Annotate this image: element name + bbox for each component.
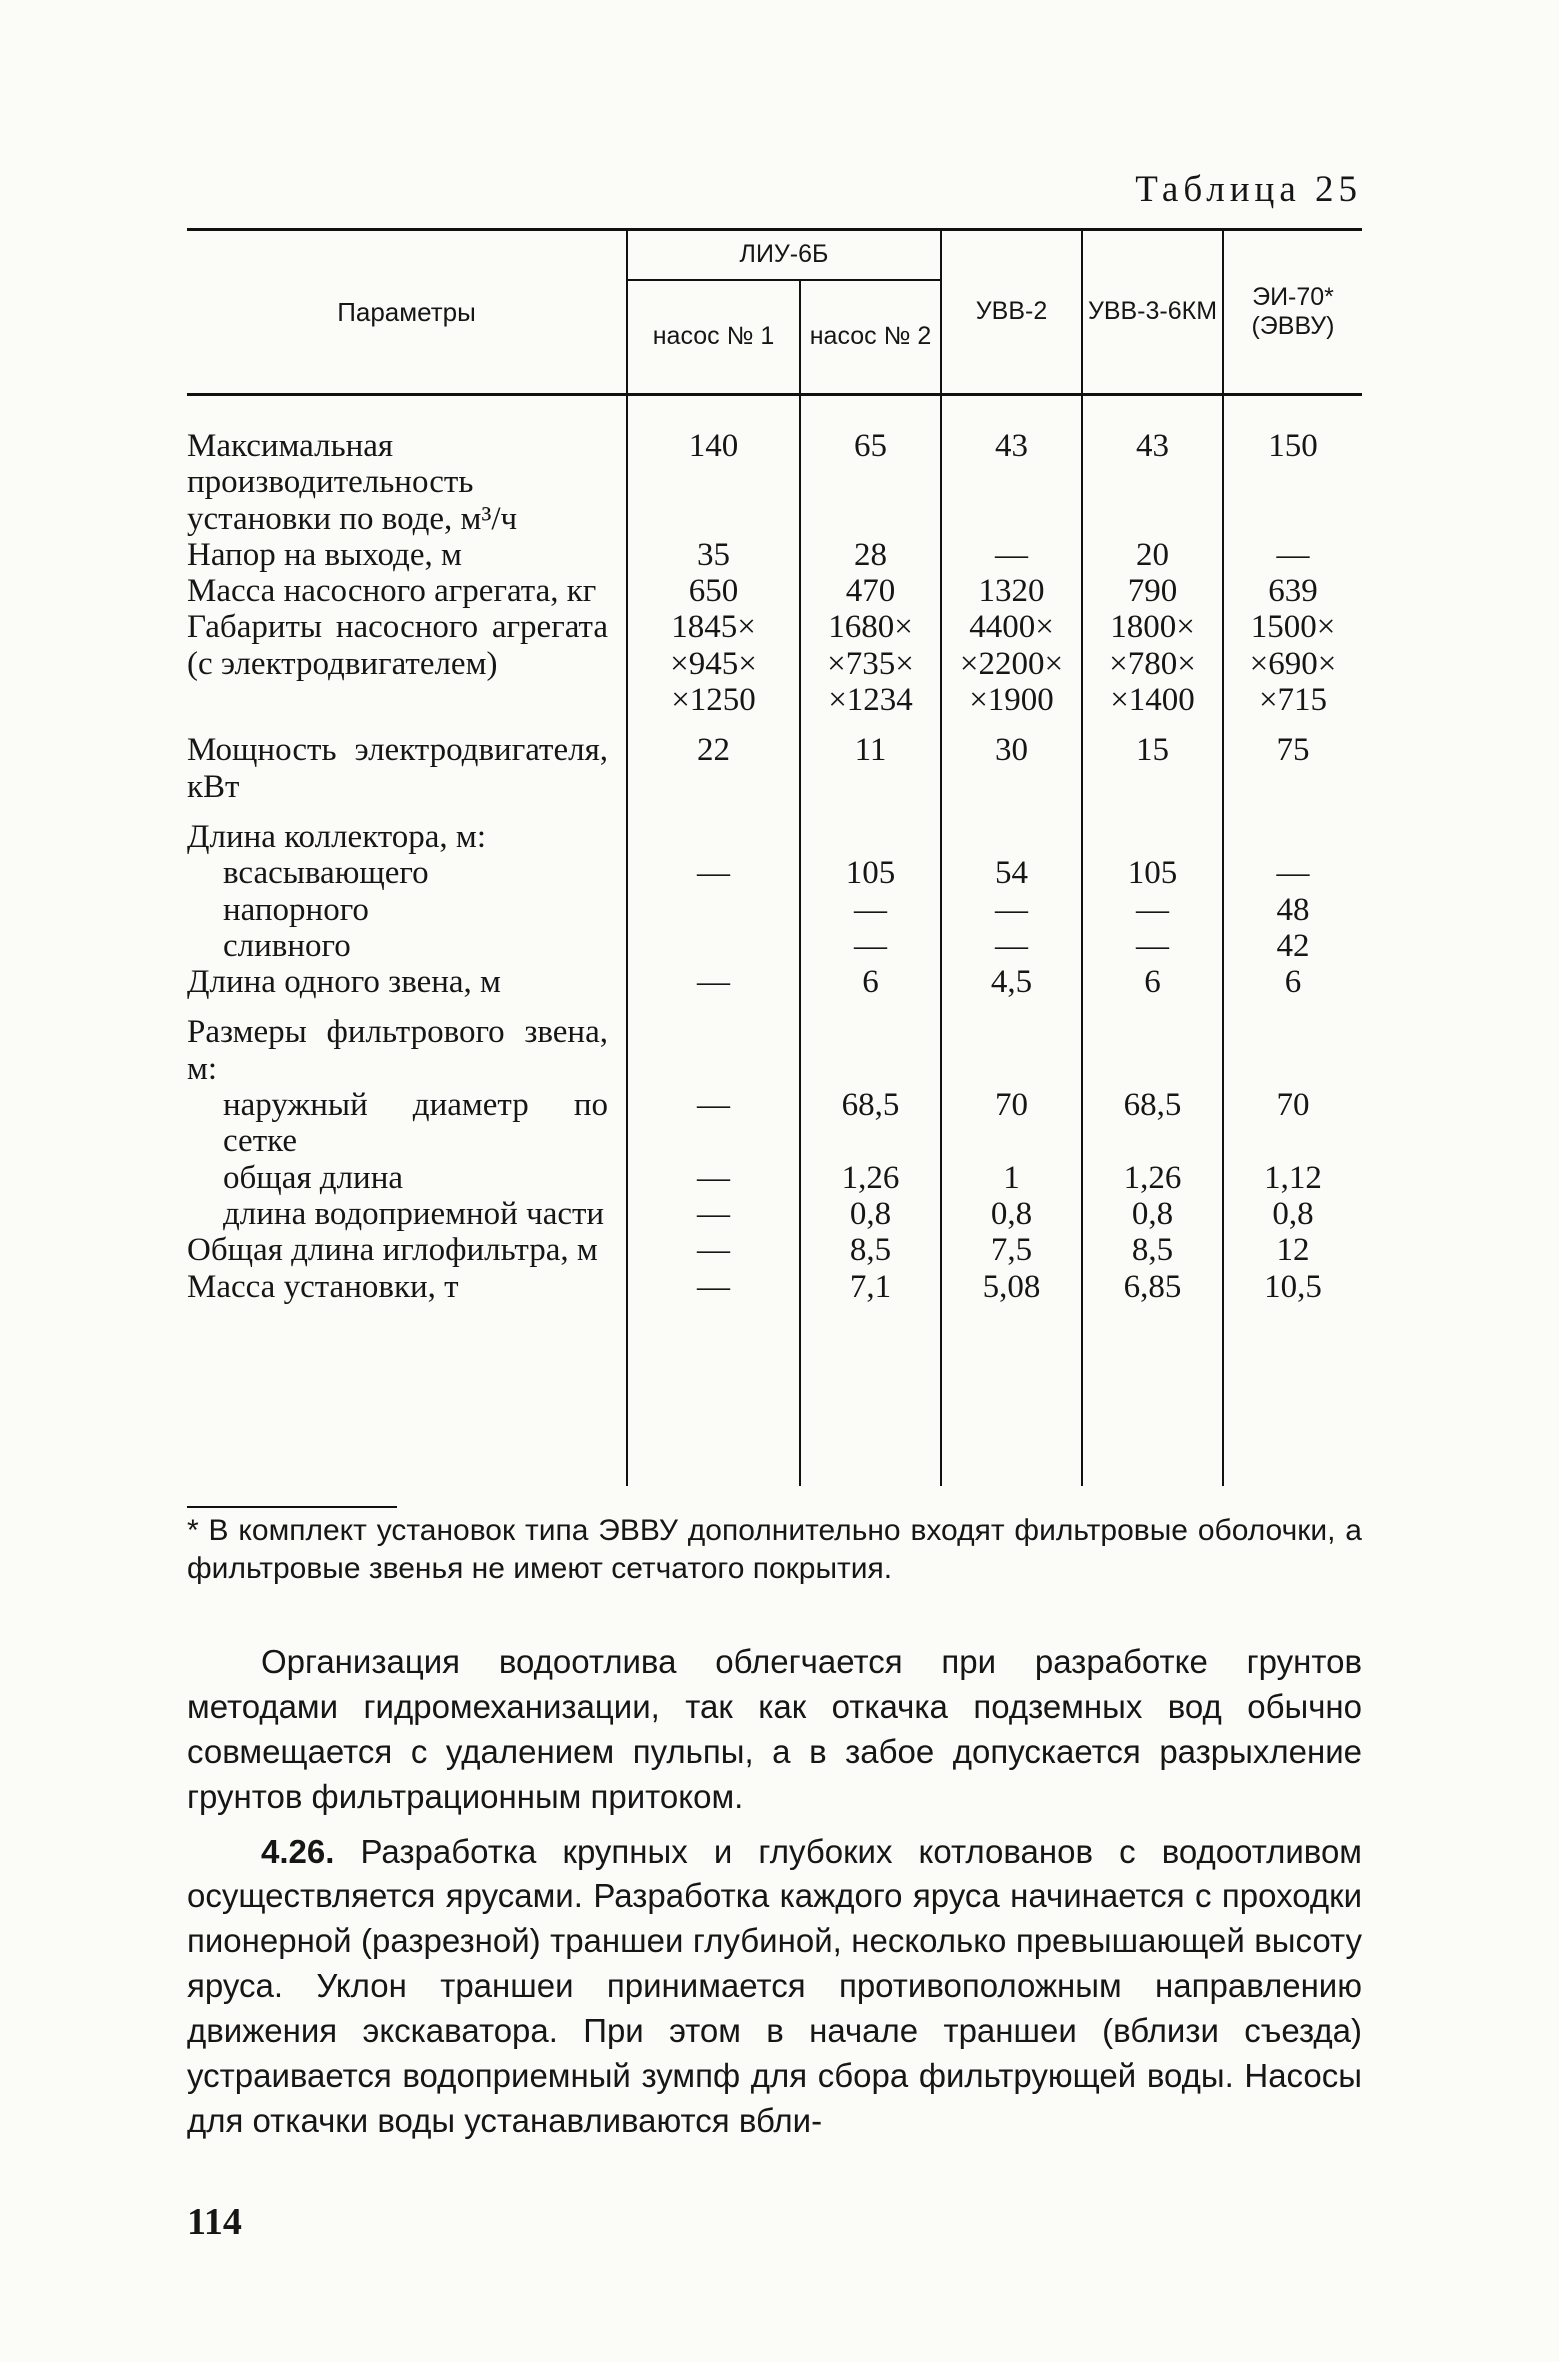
table-row — [187, 537, 1362, 573]
row-param: сливного — [223, 927, 351, 964]
header-uvv-3-6km: УВВ-3-6КМ — [1082, 231, 1223, 395]
cell-value: 12 — [1223, 1232, 1362, 1268]
row-param: всасывающего — [223, 855, 429, 892]
cell-value: — — [1082, 892, 1223, 928]
table-row — [187, 395, 1362, 537]
cell-value: 43 — [1082, 395, 1223, 537]
cell-value: 70 — [941, 1087, 1082, 1160]
cell-value — [800, 805, 941, 855]
cell-value — [941, 1000, 1082, 1087]
paragraph: Организация водоотлива облегчается при разработке грунтов методами гидромеханизации, так как откачка подземных вод обычно совмещается с удалением пульпы, а в забое допускается разрыхление грунтов фильтрационным притоком. — [187, 1643, 1362, 1815]
cell-value — [1082, 805, 1223, 855]
cell-value: 8,5 — [1082, 1232, 1223, 1268]
cell-value: — — [1223, 537, 1362, 573]
cell-value: 75 — [1223, 718, 1362, 805]
cell-value: 105 — [1082, 855, 1223, 891]
cell-value: — — [627, 1196, 800, 1232]
footnote: * В комплект установок типа ЭВВУ дополнительно входят фильтровые оболочки, а фильтровые звенья не имеют сетчатого покрытия. — [187, 1514, 1362, 1585]
cell-value: — — [627, 1087, 800, 1160]
cell-value: 470 — [800, 573, 941, 609]
row-param: наружный диаметр по сетке — [223, 1087, 608, 1160]
cell-value: 4400× ×2200× ×1900 — [941, 609, 1082, 718]
cell-value: — — [627, 964, 800, 1000]
cell-value: 48 — [1223, 892, 1362, 928]
cell-value: 1845× ×945× ×1250 — [627, 609, 800, 718]
row-param: напорного — [223, 891, 369, 928]
header-uvv-2: УВВ-2 — [941, 231, 1082, 395]
paragraph-text: Разработка крупных и глубоких котлованов с водоотливом осуществляется ярусами. Разработка каждого яруса начинается с проходки пионерной (разрезной) траншеи глубиной, несколько превышающей высоту яруса. Уклон траншеи принимается противоположным направлению движения экскаватора. При этом в начале траншеи (вблизи съезда) устраивается водоприемный зумпф для сбора фильтрующей воды. Насосы для откачки воды устанавливаются вбли- — [187, 1832, 1362, 2139]
cell-value: 30 — [941, 718, 1082, 805]
cell-value: — — [1223, 855, 1362, 891]
row-param: Масса насосного агрегата, кг — [187, 573, 597, 610]
cell-value: — — [800, 892, 941, 928]
header-nasos-2: насос № 2 — [800, 280, 941, 395]
cell-value — [1223, 1000, 1362, 1087]
table-row — [187, 892, 1362, 928]
cell-value: 8,5 — [800, 1232, 941, 1268]
cell-value: — — [627, 1160, 800, 1196]
cell-value: 15 — [1082, 718, 1223, 805]
cell-value: 70 — [1223, 1087, 1362, 1160]
section-number: 4.26. — [261, 1832, 335, 1870]
cell-value — [627, 1000, 800, 1087]
cell-value — [627, 805, 800, 855]
cell-value: 1680× ×735× ×1234 — [800, 609, 941, 718]
cell-value: 1320 — [941, 573, 1082, 609]
footnote-rule — [187, 1506, 397, 1508]
cell-value: 0,8 — [1223, 1196, 1362, 1232]
cell-value: 1500× ×690× ×715 — [1223, 609, 1362, 718]
cell-value — [941, 805, 1082, 855]
cell-value: 6 — [1223, 964, 1362, 1000]
header-nasos-1: насос № 1 — [627, 280, 800, 395]
cell-value — [1223, 805, 1362, 855]
table-row — [187, 1000, 1362, 1087]
cell-value: 54 — [941, 855, 1082, 891]
cell-value: 68,5 — [1082, 1087, 1223, 1160]
cell-value: 639 — [1223, 573, 1362, 609]
cell-value: 140 — [627, 395, 800, 537]
cell-value: — — [941, 892, 1082, 928]
table-caption: Таблица 25 — [1135, 169, 1362, 210]
cell-value: 1,26 — [800, 1160, 941, 1196]
table-row — [187, 928, 1362, 964]
row-param: Напор на выходе, м — [187, 536, 462, 573]
row-param: Длина коллектора, м: — [187, 818, 486, 855]
cell-value: 42 — [1223, 928, 1362, 964]
parameters-table — [187, 228, 1362, 1486]
cell-value: — — [941, 537, 1082, 573]
row-param: длина водоприемной части — [223, 1195, 605, 1232]
table-row — [187, 805, 1362, 855]
cell-value: 150 — [1223, 395, 1362, 537]
cell-value: 790 — [1082, 573, 1223, 609]
table-row — [187, 1160, 1362, 1196]
cell-value: 20 — [1082, 537, 1223, 573]
cell-value: — — [1082, 928, 1223, 964]
cell-value: 0,8 — [800, 1196, 941, 1232]
cell-value: 105 — [800, 855, 941, 891]
row-param: общая длина — [223, 1159, 404, 1196]
paragraph — [187, 1830, 1362, 2144]
cell-value: 68,5 — [800, 1087, 941, 1160]
cell-value — [1082, 1000, 1223, 1087]
table-row — [187, 573, 1362, 609]
row-param: Максимальная производительность установки по воде, м³/ч — [187, 428, 518, 537]
cell-value: 7,1 — [800, 1269, 941, 1486]
page-number: 114 — [187, 2201, 242, 2243]
cell-value: 6,85 — [1082, 1269, 1223, 1486]
table-row — [187, 1087, 1362, 1160]
cell-value: — — [627, 1269, 800, 1486]
cell-value: 10,5 — [1223, 1269, 1362, 1486]
cell-value: 650 — [627, 573, 800, 609]
body-text — [187, 1640, 1362, 2154]
cell-value — [627, 928, 800, 964]
cell-value: 35 — [627, 537, 800, 573]
row-param: Масса установки, т — [187, 1268, 459, 1305]
row-param: Габариты насосного агрегата (с электродвигателем) — [187, 609, 608, 682]
table-row — [187, 609, 1362, 718]
cell-value: 0,8 — [941, 1196, 1082, 1232]
cell-value: 1800× ×780× ×1400 — [1082, 609, 1223, 718]
row-param: Общая длина иглофильтра, м — [187, 1232, 598, 1269]
cell-value: 1,26 — [1082, 1160, 1223, 1196]
cell-value: 22 — [627, 718, 800, 805]
table-row — [187, 1232, 1362, 1268]
cell-value: 0,8 — [1082, 1196, 1223, 1232]
cell-value: 1,12 — [1223, 1160, 1362, 1196]
cell-value: — — [627, 855, 800, 891]
header-liu-6b: ЛИУ-6Б — [627, 231, 941, 280]
cell-value: 7,5 — [941, 1232, 1082, 1268]
cell-value: 43 — [941, 395, 1082, 537]
row-param: Длина одного звена, м — [187, 964, 501, 1001]
table-row — [187, 718, 1362, 805]
cell-value: — — [941, 928, 1082, 964]
row-param: Размеры фильтрового звена, м: — [187, 1014, 608, 1087]
cell-value — [627, 892, 800, 928]
cell-value — [800, 1000, 941, 1087]
cell-value: 1 — [941, 1160, 1082, 1196]
cell-value: — — [800, 928, 941, 964]
header-ei-70: ЭИ-70* (ЭВВУ) — [1223, 231, 1362, 395]
cell-value: 6 — [1082, 964, 1223, 1000]
header-params: Параметры — [337, 296, 476, 327]
cell-value: 65 — [800, 395, 941, 537]
cell-value: 28 — [800, 537, 941, 573]
table-row — [187, 964, 1362, 1000]
table-row — [187, 1196, 1362, 1232]
row-param: Мощность электродвигателя, кВт — [187, 732, 608, 805]
cell-value: — — [627, 1232, 800, 1268]
table-row — [187, 855, 1362, 891]
cell-value: 4,5 — [941, 964, 1082, 1000]
cell-value: 5,08 — [941, 1269, 1082, 1486]
table-row — [187, 1269, 1362, 1486]
cell-value: 6 — [800, 964, 941, 1000]
cell-value: 11 — [800, 718, 941, 805]
